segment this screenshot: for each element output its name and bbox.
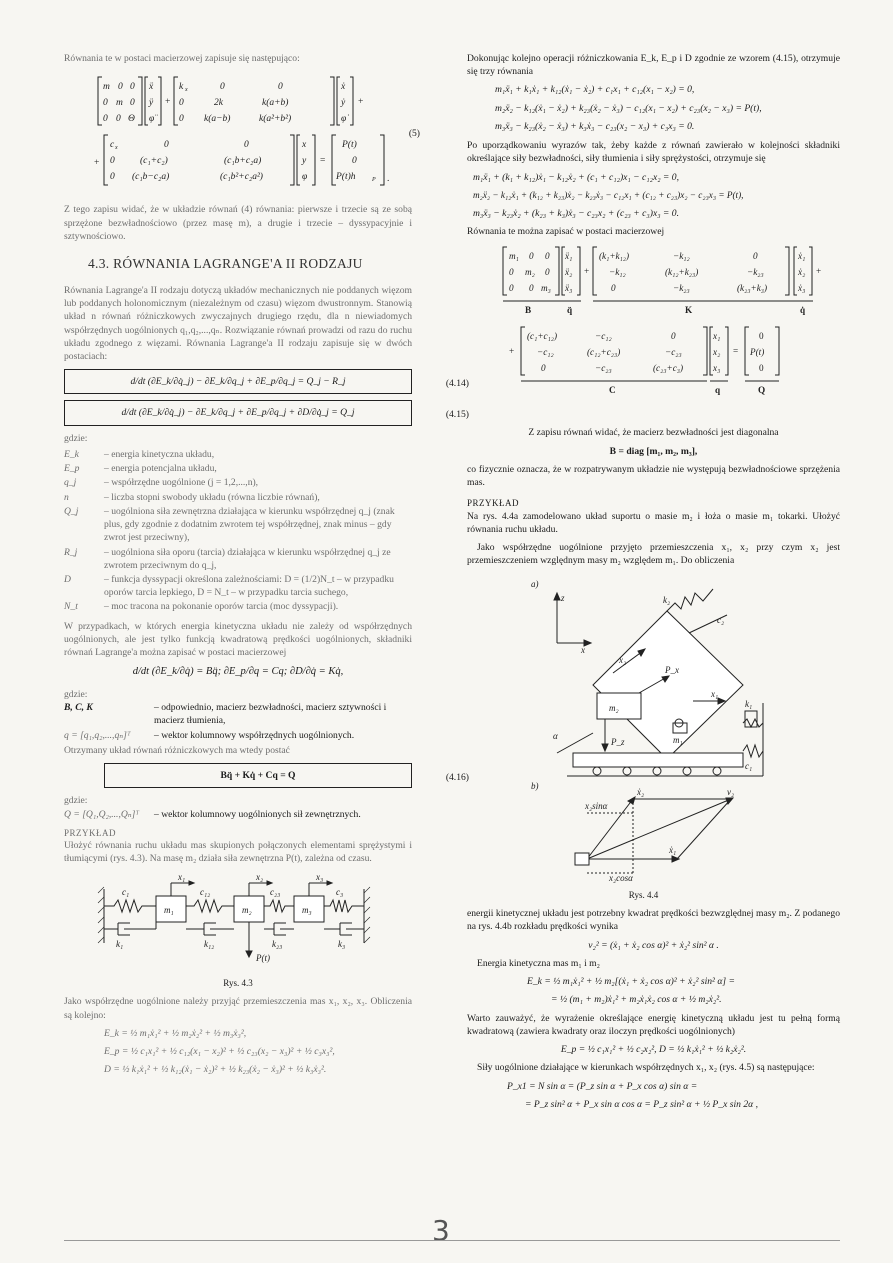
def-key: B, C, K [64,702,93,714]
equation-b2: m₂ẍ₂ − k₁₂ẋ₁ + (k₁₂ + k₂₃)ẋ₂ − k₂₃ẋ₃ − c₁₂x₁ + (c₁₂ + c₂₃)x₂ − c₂₃x₃ = P(t), [473,189,744,200]
figure-4-4-drawing [527,573,777,883]
matrix-equation-right-drawing [485,243,835,418]
svg-text:K: K [685,305,693,316]
label-c23: c₂₃ [270,886,281,897]
fig44-label-v2: v₂ [727,786,735,797]
svg-text:0: 0 [118,82,123,93]
figure-4-3-drawing [94,871,394,971]
para-coords: Jako współrzędne uogólnione należy przyjąć przemieszczenia mas x₁, x₂, x₃. Obliczenia są kolejno: [64,996,412,1021]
section-heading: 4.3. RÓWNANIA LAGRANGE'A II RODZAJU [88,256,363,272]
def-value: – odpowiednio, macierz bezwładności, macierz sztywności i macierz tłumienia, [154,702,387,727]
svg-text:+: + [165,97,171,108]
svg-text:x: x [115,145,118,152]
equation-Ek-1: E_k = ½ m₁ẋ₁² + ½ m₂[(ẋ₁ + ẋ₂ cos α)² + ẋ₂² sin² α] = [527,976,735,988]
def-key: Q = [Q₁,Q₂,...,Qₙ]ᵀ [64,808,140,820]
matrix-equation-5 [94,73,420,197]
figure-4-3-caption: Rys. 4.3 [223,977,253,988]
svg-text:+: + [94,158,100,169]
fig44-label-Pz: P_z [611,736,625,747]
equation-b1: m₁ẍ₁ + (k₁ + k₁₂)ẋ₁ − k₁₂ẋ₂ + (c₁ + c₁₂)x₁ − c₁₂x₂ = 0, [473,171,680,183]
label-k1: k₁ [116,938,124,949]
fig44-label-m2: m₂ [609,702,619,713]
svg-text:0: 0 [116,114,121,125]
equation-diag: B = diag [m₁, m₂, m₃], [609,445,698,457]
gdzie-label-3: gdzie: [64,795,88,807]
para-energy-masses: Energia kinetyczna mas m₁ i m₂ [477,957,600,969]
def-value: – energia potencjalna układu, [104,463,217,475]
equation-a3: m₃ẍ₃ − k₂₃(ẋ₂ − ẋ₃) + k₃ẋ₃ − c₂₃(x₂ − x₃) + c₃x₃ = 0. [495,120,695,132]
para-no-coupling: co fizycznie oznacza, że w rozpatrywanym układzie nie występują bezwładnościowe sprzężenia mas. [467,463,840,488]
para-differentiation: Dokonując kolejno operacji różniczkowania E_k, E_p i D zgodnie ze wzorem (4.15), otrzymuje się trzy równania [467,53,840,78]
label-c12: c₁₂ [200,886,211,897]
svg-text:0: 0 [130,82,135,93]
equation-Px1-2: = P_z sin² α + P_x sin α cos α = P_z sin² α + ½ P_x sin 2α , [525,1098,758,1110]
figure-4-3 [94,871,412,975]
svg-text:B: B [525,305,532,316]
figure-4-4-caption: Rys. 4.4 [628,889,659,900]
svg-text:ẋ₂: ẋ₂ [798,267,806,278]
svg-text:(k₁₂+k₂₃): (k₁₂+k₂₃) [665,267,699,278]
fig44-label-z: z [561,592,565,603]
def-value: – wektor kolumnowy współrzędnych uogólnionych. [154,729,355,741]
svg-text:x: x [302,140,307,151]
equation-a1: m₁ẍ₁ + k₁ẋ₁ + k₁₂(ẋ₁ − ẋ₂) + c₁x₁ + c₁₂(x₁ − x₂) = 0, [495,84,695,96]
equation-4-16 [104,763,469,788]
svg-text:m₃: m₃ [541,283,551,294]
example-text-right: Na rys. 4.4a zamodelowano układ suportu o masie m₂ i łoża o masie m₁ tokarki. Ułożyć równania ruchu układu. [467,510,840,535]
para-matrix-form: W przypadkach, w których energia kinetyczna układu nie zależy od współrzędnych uogólnionych, ale jest tylko funkcją kwadratową prędkości uogólnionych, składniki równań Lagrange'a można zapisać w postaci macierzowej [64,620,412,659]
svg-text:−k₁₂: −k₁₂ [673,251,690,262]
equation-v2: v₂² = (ẋ₁ + ẋ₂ cos α)² + ẋ₂² sin² α . [588,939,719,951]
svg-text:(c₂₃+c₃): (c₂₃+c₃) [653,363,684,374]
para-after-eq5: Z tego zapisu widać, że w układzie równań (4) równania: pierwsze i trzecie są ze sobą sprzężone bezwładnościowo (przez masę m), a drugie i trzecie – dyssypacyjnie i sztywnościowo. [64,204,412,242]
svg-text:ẏ: ẏ [341,98,346,109]
def-row-q [64,729,412,742]
def-row [64,448,412,461]
svg-text:q̇: q̇ [800,305,806,316]
svg-text:+: + [584,266,590,277]
svg-text:0: 0 [103,98,108,109]
equation-a2: m₂ẍ₂ − k₁₂(ẋ₁ − ẋ₂) + k₂₃(ẋ₂ − ẋ₃) − c₁₂(x₁ − x₂) + c₂₃(x₂ − x₃) = P(t), [495,102,762,114]
svg-text:k: k [179,82,184,93]
def-row [64,546,412,572]
para-system: Otrzymany układ równań różniczkowych ma wtedy postać [64,744,290,756]
svg-text:0: 0 [611,283,616,294]
svg-text:φ̇: φ̇ [341,114,347,125]
svg-text:C: C [609,385,616,396]
svg-text:−c₂₃: −c₂₃ [595,363,612,374]
svg-text:−c₁₂: −c₁₂ [537,347,554,358]
svg-text:0: 0 [509,267,514,278]
def-row [64,573,412,599]
svg-text:ÿ: ÿ [149,98,154,109]
svg-text:0: 0 [509,283,514,294]
equation-b3: m₃ẍ₃ − k₂₃ẋ₂ + (k₂₃ + k₃)ẋ₃ − c₂₃x₂ + (c₂₃ + c₃)x₃ = 0. [473,207,680,219]
equation-Ek-2: = ½ (m₁ + m₂)ẋ₁² + m₂ẋ₁ẋ₂ cos α + ½ m₂ẋ₂². [551,994,722,1006]
eq5-number: (5) [408,128,420,140]
fig44-label-x2cos: x₂cosα [609,872,633,883]
fig44-label-c2: c₂ [717,614,725,625]
example-heading-right: PRZYKŁAD [467,498,520,509]
equation-Ek-left: E_k = ½ m₁ẋ₁² + ½ m₂ẋ₂² + ½ m₃ẋ₃², [104,1027,247,1039]
para-matrix-intro: Równania te można zapisać w postaci macierzowej [467,225,665,237]
label-c1: c₁ [122,886,130,897]
fig44-label-x: x [581,644,585,655]
svg-text:Θ: Θ [128,114,135,125]
fig44-label-k2: k₂ [663,594,671,605]
svg-text:c: c [110,140,115,151]
svg-text:(c₁b²+c₂a²): (c₁b²+c₂a²) [220,172,263,183]
fig44-label-m1: m₁ [673,734,683,745]
def-row-bck [64,701,412,727]
def-key: D [64,574,71,586]
svg-text:0: 0 [759,331,764,342]
svg-text:−k₂₃: −k₂₃ [673,283,690,294]
equation-Px1-1: P_x1 = N sin α = (P_z sin α + P_x cos α) sin α = [507,1080,698,1092]
svg-text:0: 0 [110,156,115,167]
svg-text:x₂: x₂ [713,347,721,358]
svg-text:(k₁+k₁₂): (k₁+k₁₂) [599,251,630,262]
label-x2: x₂ [256,871,264,882]
svg-text:0: 0 [130,98,135,109]
svg-text:0: 0 [164,140,169,151]
label-P: P(t) [256,952,270,963]
svg-text:P(t): P(t) [750,347,765,358]
label-k12: k₁₂ [204,938,215,949]
page-number: 3 [432,1214,450,1247]
def-value: – wektor kolumnowy uogólnionych sił zewnętrznych. [154,808,361,820]
intro-text: Równania te w postaci macierzowej zapisuje się następująco: [64,53,300,64]
svg-text:(c₁b+c₂a): (c₁b+c₂a) [224,156,262,167]
svg-text:x: x [185,87,188,94]
equation-Ep-left: E_p = ½ c₁x₁² + ½ c₁₂(x₁ − x₂)² + ½ c₂₃(x₂ − x₃)² + ½ c₃x₃², [104,1046,335,1057]
label-m1: m₁ [164,904,174,915]
svg-text:0: 0 [541,363,546,374]
svg-text:0: 0 [529,251,534,262]
def-key: n [64,491,69,503]
eq415-body: d/dt (∂E_k/∂q̇_j) − ∂E_k/∂q_j + ∂E_p/∂q_j + ∂D/∂q̇_j = Q_j [121,407,355,419]
definition-list [64,448,412,614]
svg-text:0: 0 [179,114,184,125]
def-key: Q_j [64,505,79,517]
svg-text:0: 0 [244,140,249,151]
matrix-equation-right [485,243,840,422]
svg-text:.: . [387,174,390,185]
equation-D-left: D = ½ k₁ẋ₁² + ½ k₁₂(ẋ₁ − ẋ₂)² + ½ k₂₃(ẋ₂ − ẋ₃)² + ½ k₃ẋ₃². [104,1064,327,1076]
svg-text:ẍ: ẍ [149,82,154,93]
bottom-rule [64,1240,840,1241]
fig44-label-x1: x₁ [711,688,719,699]
equation-matrix-components: d/dt (∂E_k/∂q̇) = Bq̈; ∂E_p/∂q = Cq; ∂D/∂q̇ = Kq̇, [132,666,344,678]
eq415-number: (4.15) [445,409,469,421]
svg-text:0: 0 [545,267,550,278]
svg-text:x₃: x₃ [713,363,721,374]
para-coords-right: Jako współrzędne uogólnione przyjęto przemieszczenia x₁, x₂ przy czym x₂ jest przemieszczeniem względnym masy m₂ względem m₁. Do obliczenia [467,542,840,567]
svg-text:+: + [509,346,515,357]
example-text-left: Ułożyć równania ruchu układu mas skupionych połączonych elementami sprężystymi i tłumiącymi (rys. 4.3). Na masę m₂ działa siła zewnętrzna P(t), zależna od czasu. [64,840,412,865]
svg-text:0: 0 [753,251,758,262]
fig44-label-alpha: α [553,730,558,741]
eq414-number: (4.14) [445,378,469,390]
equation-4-14 [64,369,469,394]
svg-text:+: + [816,266,822,277]
svg-text:x₁: x₁ [713,331,721,342]
fig44-label-Px: P_x [665,664,679,675]
svg-text:q: q [715,385,721,396]
svg-text:−c₁₂: −c₁₂ [595,331,612,342]
svg-text:m: m [116,98,123,109]
def-value: – liczba stopni swobody układu (równa liczbie równań), [104,491,320,503]
left-column [64,52,469,1081]
svg-text:(c₁b−c₂a): (c₁b−c₂a) [132,172,170,183]
def-key: E_k [64,448,79,460]
svg-text:m₁: m₁ [509,251,519,262]
label-m3: m₃ [302,904,312,915]
svg-text:+: + [358,97,364,108]
svg-text:Q: Q [758,385,766,396]
fig44-label-x1dot: ẋ₁ [669,844,677,855]
svg-text:m: m [103,82,110,93]
equation-Ep-D: E_p = ½ c₁x₁² + ½ c₂x₂², D = ½ k₁ẋ₁² + ½ k₂ẋ₂². [560,1044,747,1056]
para-diagonal: Z zapisu równań widać, że macierz bezwładności jest diagonalna [528,427,779,439]
eq414-body: d/dt (∂E_k/∂q̇_j) − ∂E_k/∂q_j + ∂E_p/∂q_j = Q_j − R_j [130,376,346,388]
svg-text:−c₂₃: −c₂₃ [665,347,682,358]
para-ordering: Po uporządkowaniu wyrazów tak, żeby każde z równań zawierało w kolejności składniki określające siły bezwładności, siły tłumienia i siły sprężystości, otrzymuje się [467,140,840,165]
def-key: R_j [64,546,78,558]
eq416-number: (4.16) [445,772,469,784]
svg-text:ẋ₃: ẋ₃ [798,283,806,294]
def-row [64,476,412,489]
label-x1: x₁ [178,871,186,882]
def-value: – energia kinetyczna układu, [104,448,215,460]
svg-text:φ̈: φ̈ [149,114,155,125]
svg-text:P: P [372,177,376,184]
svg-text:0: 0 [529,283,534,294]
svg-text:(c₁+c₁₂): (c₁+c₁₂) [527,331,558,342]
svg-text:=: = [320,156,326,167]
equation-4-15 [64,400,469,425]
svg-text:0: 0 [103,114,108,125]
fig44-label-x2: x₂ [619,654,627,665]
def-key: q_j [64,477,77,489]
svg-text:y: y [302,156,307,167]
def-row [64,600,412,613]
svg-text:ẋ: ẋ [341,82,346,93]
svg-text:2k: 2k [214,98,223,109]
svg-text:φ: φ [302,172,308,183]
svg-text:ẋ₁: ẋ₁ [798,251,806,262]
example-heading-left: PRZYKŁAD [64,827,117,838]
fig44-label-a: a) [531,578,539,589]
svg-text:q̈: q̈ [567,305,573,316]
def-row [64,462,412,475]
svg-text:0: 0 [352,156,357,167]
svg-text:(k₂₃+k₃): (k₂₃+k₃) [737,283,768,294]
svg-text:0: 0 [110,172,115,183]
figure-4-4 [527,573,840,887]
label-k3: k₃ [338,938,346,949]
gdzie-label: gdzie: [64,432,88,444]
def-value: – moc tracona na pokonanie oporów tarcia (moc dyssypacji). [104,601,339,613]
svg-text:−k₂₃: −k₂₃ [747,267,764,278]
eq416-body: Bq̈ + Kq̇ + Cq = Q [220,770,296,782]
def-row-Q [64,808,412,821]
svg-text:ẍ₁: ẍ₁ [565,251,573,262]
def-key: E_p [64,463,80,475]
def-value: – uogólniona siła oporu (tarcia) działająca w kierunku współrzędnej q_j ze zwrotem przeciwnym do q_j, [104,546,391,571]
label-c3: c₃ [336,886,344,897]
svg-text:0: 0 [545,251,550,262]
def-row [64,505,412,545]
label-x3: x₃ [316,871,324,882]
para-kinetic-energy: energii kinetycznej układu jest potrzebny kwadrat prędkości bezwzględnej masy m₂. Z podanego na rys. 4.4b rozkładu prędkości wynika [467,908,840,933]
svg-text:0: 0 [179,98,184,109]
def-value: – funkcja dyssypacji określona zależnościami: D = (1/2)N_t – w przypadku oporów tarcia lepkiego, D = N_t – w przypadku tarcia suchego, [104,574,394,599]
svg-text:0: 0 [220,82,225,93]
svg-text:ẍ₂: ẍ₂ [565,267,573,278]
svg-text:(c₁₂+c₂₃): (c₁₂+c₂₃) [587,347,621,358]
def-row [64,491,412,504]
fig44-label-k1: k₁ [745,698,753,709]
svg-text:(c₁+c₂): (c₁+c₂) [140,156,168,167]
label-m2: m₂ [242,904,252,915]
label-k23: k₂₃ [272,938,283,949]
fig44-label-c1: c₁ [745,760,753,771]
svg-text:0: 0 [759,363,764,374]
svg-text:0: 0 [671,331,676,342]
def-value: – współrzędne uogólnione (j = 1,2,...,n), [104,477,259,489]
def-key: q = [q₁,q₂,...,qₙ]ᵀ [64,729,131,741]
para-generalized-forces: Siły uogólnione działające w kierunkach współrzędnych x₁, x₂ (rys. 4.5) są następujące: [477,1062,815,1074]
svg-text:m₂: m₂ [525,267,535,278]
matrix-eq5-drawing [94,73,394,193]
fig44-label-b: b) [531,780,539,791]
right-column [467,52,840,1116]
svg-text:−k₁₂: −k₁₂ [609,267,626,278]
svg-text:k(a²+b²): k(a²+b²) [259,114,292,125]
def-value: – uogólniona siła zewnętrzna działająca w kierunku współrzędnej q_j (znak plus, gdy zgodnie z dodatnim zwrotem tej współrzędnej, znak minus – gdy zwrot jest przeciwny), [104,505,395,544]
svg-text:k(a−b): k(a−b) [204,114,231,125]
svg-text:0: 0 [278,82,283,93]
svg-text:=: = [733,346,739,357]
fig44-label-x2dot: ẋ₂ [637,786,645,797]
svg-text:P(t): P(t) [342,140,357,151]
para-quadratic-form: Warto zauważyć, że wyrażenie określające energię kinetyczną układu jest tu pełną formą kwadratową (zawiera kwadraty oraz iloczyn prędkości uogólnionych) [467,1012,840,1037]
fig44-label-x2sin: x₂sinα [585,800,608,811]
svg-text:k(a+b): k(a+b) [262,98,289,109]
svg-text:P(t)h: P(t)h [336,172,356,183]
svg-text:ẍ₃: ẍ₃ [565,283,573,294]
gdzie-label-2: gdzie: [64,688,88,700]
para-lagrange-intro: Równania Lagrange'a II rodzaju dotyczą układów mechanicznych nie poddanych więzom lub poddanych holonomicznym (niezależnym od czasu) więzom dwustronnym. Stanowią układ n równań różniczkowych zwyczajnych drugiego rzędu, dla n niewiadomych współrzędnych uogólnionych q₁,q₂,...,qₙ. Rozwiązanie równań prowadzi od razu do ruchu układu zgodnego z więzami. Równania Lagrange'a II rodzaju zapisuje się w dwóch postaciach: [64,284,412,362]
def-key: N_t [64,601,78,613]
